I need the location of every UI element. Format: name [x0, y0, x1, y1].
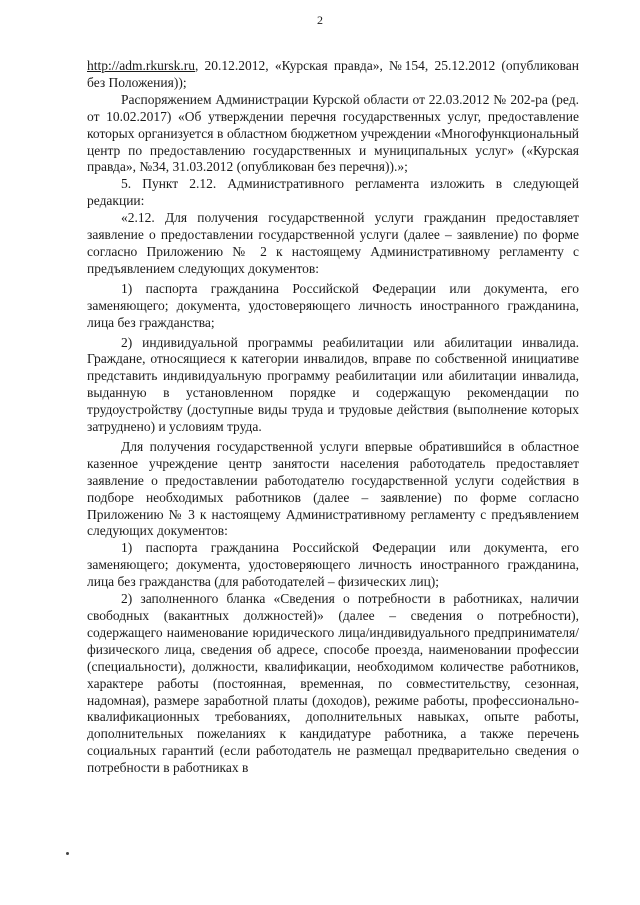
- paragraph-item-5: 5. Пункт 2.12. Административного регламента изложить в следующей редакции:: [87, 176, 579, 209]
- paragraph-list-item-2: 2) индивидуальной программы реабилитации или абилитации инвалида. Граждане, относящиеся к категории инвалидов, вправе по собственной инициативе представить индивидуальную программу реабилитации или абилитации инвалида, выданную в установленном порядке и содержащую рекомендации по трудоустройству (доступные виды труда и трудовые действия (выполнение которых затруднено) и условиям труда.: [87, 334, 579, 435]
- paragraph-employer-request: Для получения государственной услуги впервые обратившийся в областное казенное учреждение центр занятости населения работодатель предоставляет заявление о предоставлении работодателю государственной услуги содействия в подборе необходимых работников (далее – заявление) по форме согласно Приложению № 3 к настоящему Административному регламенту с предъявлением следующих документов:: [87, 438, 579, 539]
- scan-dot-mark: [66, 852, 69, 855]
- paragraph-clause-2-12: «2.12. Для получения государственной услуги гражданин предоставляет заявление о предоставлении государственной услуги (далее – заявление) по форме согласно Приложению № 2 к настоящему Административному регламенту с предъявлением следующих документов:: [87, 210, 579, 276]
- source-link[interactable]: http://adm.rkursk.ru: [87, 58, 195, 73]
- paragraph-order-reference: Распоряжением Администрации Курской области от 22.03.2012 № 202-ра (ред. от 10.02.2017) «Об утверждении перечня государственных услуг, предоставление которых организуется в областном бюджетном учреждении «Многофункциональный центр по предоставлению государственных и муниципальных услуг» («Курская правда», №34, 31.03.2012 (опубликован без перечня)).»;: [87, 91, 579, 175]
- paragraph-text: , 20.12.2012, «Курская правда», №154, 25.12.2012 (опубликован без Положения));: [87, 58, 579, 90]
- page-number: 2: [317, 13, 323, 27]
- paragraph-list-item-1: 1) паспорта гражданина Российской Федерации или документа, его заменяющего; документа, удостоверяющего личность иностранного гражданина, лица без гражданства;: [87, 280, 579, 330]
- paragraph-employer-item-1: 1) паспорта гражданина Российской Федерации или документа, его заменяющего; документа, удостоверяющего личность иностранного гражданина, лица без гражданства (для работодателей – физических лиц);: [87, 540, 579, 590]
- document-body: [87, 58, 579, 777]
- paragraph-source-continuation: [87, 58, 579, 92]
- paragraph-employer-item-2: 2) заполненного бланка «Сведения о потребности в работниках, наличии свободных (вакантных должностей)» (далее – сведения о потребности), содержащего наименование юридического лица/индивидуального предпринимателя/физического лица, сведения об адресе, способе проезда, наименовании профессии (специальности), должности, квалификации, необходимом количестве работников, характере работы (постоянная, временная, по совместительству, сезонная, надомная), размере заработной платы (доходов), режиме работы, профессионально-квалификационных требованиях, дополнительных навыках, опыте работы, дополнительных пожеланиях к кандидатуре работника, а также перечень социальных гарантий (если работодатель не размещал предварительно сведения о потребности в работниках в: [87, 591, 579, 776]
